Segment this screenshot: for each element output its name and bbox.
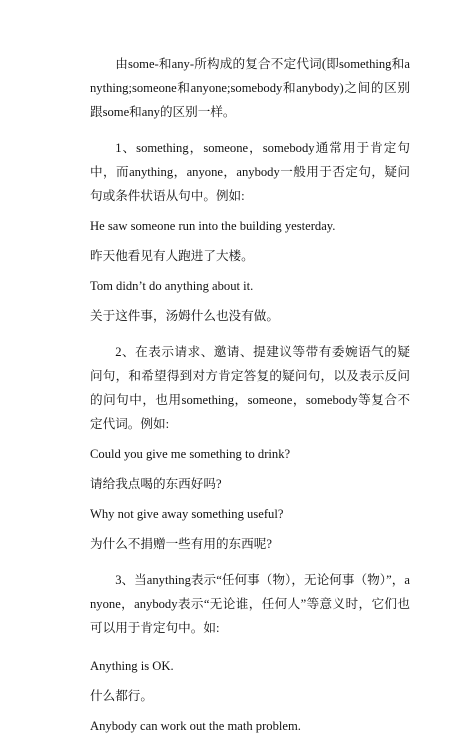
document-page [90, 52, 410, 738]
example-1-english: He saw someone run into the building yesterday. [90, 219, 336, 233]
example-2-english: Tom didn’t do anything about it. [90, 279, 254, 293]
point-1-paragraph: 1、something，someone，somebody通常用于肯定句中，而anything，anyone，anybody一般用于否定句，疑问句或条件状语从句中。例如: [90, 141, 410, 203]
example-2-chinese: 关于这件事，汤姆什么也没有做。 [90, 309, 279, 323]
intro-paragraph: 由some-和any-所构成的复合不定代词(即something和anything;someone和anyone;somebody和anybody)之间的区别跟some和any的区别一样。 [90, 57, 410, 119]
point-2-paragraph: 2、在表示请求、邀请、提建议等带有委婉语气的疑问句，和希望得到对方肯定答复的疑问句，以及表示反问的问句中，也用something，someone，somebody等复合不定代词。例如: [90, 345, 410, 431]
example-5-english: Anything is OK. [90, 659, 174, 673]
example-5-chinese: 什么都行。 [90, 689, 153, 703]
example-4-chinese: 为什么不捐赠一些有用的东西呢? [90, 537, 272, 551]
example-3-english: Could you give me something to drink? [90, 447, 291, 461]
example-6-english: Anybody can work out the math problem. [90, 719, 301, 733]
example-1-chinese: 昨天他看见有人跑进了大楼。 [90, 249, 254, 263]
example-3-chinese: 请给我点喝的东西好吗? [90, 477, 222, 491]
example-4-english: Why not give away something useful? [90, 507, 284, 521]
point-3-paragraph: 3、当anything表示“任何事（物），无论何事（物）”，anyone，anybody表示“无论谁，任何人”等意义时，它们也可以用于肯定句中。如: [90, 573, 410, 635]
